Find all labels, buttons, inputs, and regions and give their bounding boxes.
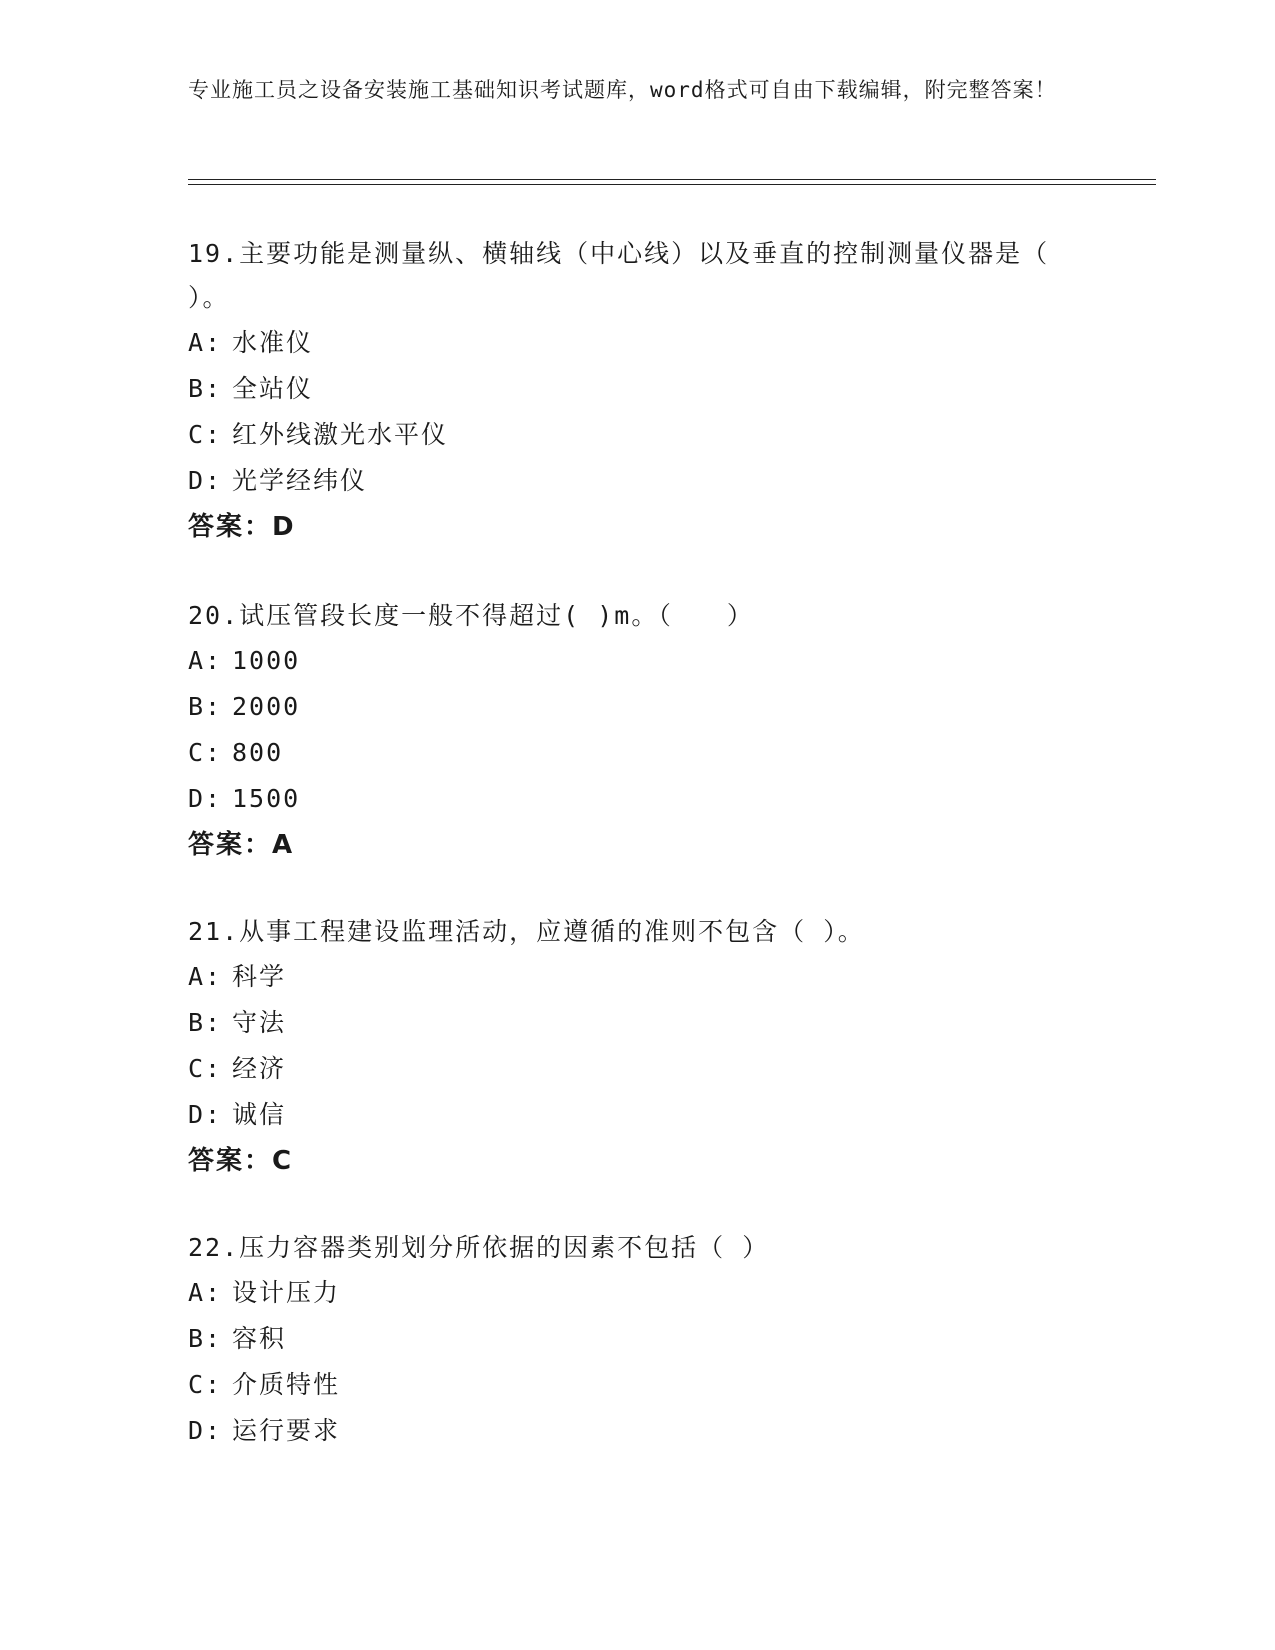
option-key: A: bbox=[188, 328, 223, 357]
option-key: D: bbox=[188, 466, 223, 495]
option-key: A: bbox=[188, 962, 223, 991]
option-c bbox=[188, 412, 1088, 458]
option-c bbox=[188, 1046, 1088, 1092]
option-a bbox=[188, 1270, 1088, 1316]
option-text: 设计压力 bbox=[232, 1278, 341, 1307]
option-text: 科学 bbox=[232, 962, 287, 991]
question-21 bbox=[188, 910, 1088, 1184]
option-text: 全站仪 bbox=[232, 374, 314, 403]
option-a bbox=[188, 638, 1088, 684]
option-c bbox=[188, 1362, 1088, 1408]
option-key: C: bbox=[188, 420, 223, 449]
option-text: 1500 bbox=[232, 784, 301, 813]
answer-label: 答案：C bbox=[188, 1146, 294, 1176]
option-key: D: bbox=[188, 1100, 223, 1129]
header-divider-bottom bbox=[188, 184, 1156, 185]
answer-label: 答案：A bbox=[188, 830, 295, 860]
option-b bbox=[188, 366, 1088, 412]
option-text: 1000 bbox=[232, 646, 301, 675]
option-key: A: bbox=[188, 646, 223, 675]
question-19 bbox=[188, 232, 1088, 550]
option-key: C: bbox=[188, 738, 223, 767]
option-text: 介质特性 bbox=[232, 1370, 341, 1399]
option-key: D: bbox=[188, 1416, 223, 1445]
option-text: 光学经纬仪 bbox=[232, 466, 368, 495]
option-text: 经济 bbox=[232, 1054, 287, 1083]
option-a bbox=[188, 954, 1088, 1000]
option-text: 800 bbox=[232, 738, 284, 767]
question-22 bbox=[188, 1226, 1088, 1454]
option-text: 容积 bbox=[232, 1324, 287, 1353]
option-text: 诚信 bbox=[232, 1100, 287, 1129]
option-key: B: bbox=[188, 692, 223, 721]
answer-label: 答案：D bbox=[188, 512, 296, 542]
question-stem: 22.压力容器类别划分所依据的因素不包括（ ） bbox=[188, 1233, 770, 1262]
option-text: 运行要求 bbox=[232, 1416, 341, 1445]
option-key: B: bbox=[188, 1324, 223, 1353]
question-20 bbox=[188, 594, 1088, 868]
option-text: 水准仪 bbox=[232, 328, 314, 357]
header-divider-top bbox=[188, 179, 1156, 180]
option-text: 红外线激光水平仪 bbox=[232, 420, 449, 449]
header-description: 专业施工员之设备安装施工基础知识考试题库，word格式可自由下载编辑，附完整答案！ bbox=[188, 78, 1057, 102]
option-c bbox=[188, 730, 1088, 776]
option-d bbox=[188, 776, 1088, 822]
option-b bbox=[188, 1316, 1088, 1362]
option-text: 守法 bbox=[232, 1008, 287, 1037]
option-key: C: bbox=[188, 1054, 223, 1083]
option-b bbox=[188, 684, 1088, 730]
option-key: B: bbox=[188, 1008, 223, 1037]
option-a bbox=[188, 320, 1088, 366]
question-stem: 19.主要功能是测量纵、横轴线（中心线）以及垂直的控制测量仪器是（ ）。 bbox=[188, 239, 1050, 312]
option-d bbox=[188, 458, 1088, 504]
option-key: A: bbox=[188, 1278, 223, 1307]
option-key: D: bbox=[188, 784, 223, 813]
option-key: B: bbox=[188, 374, 223, 403]
option-d bbox=[188, 1092, 1088, 1138]
question-stem: 21.从事工程建设监理活动，应遵循的准则不包含（ ）。 bbox=[188, 917, 865, 946]
option-d bbox=[188, 1408, 1088, 1454]
option-b bbox=[188, 1000, 1088, 1046]
option-text: 2000 bbox=[232, 692, 301, 721]
question-stem: 20.试压管段长度一般不得超过( )m。（ ） bbox=[188, 601, 754, 630]
option-key: C: bbox=[188, 1370, 223, 1399]
